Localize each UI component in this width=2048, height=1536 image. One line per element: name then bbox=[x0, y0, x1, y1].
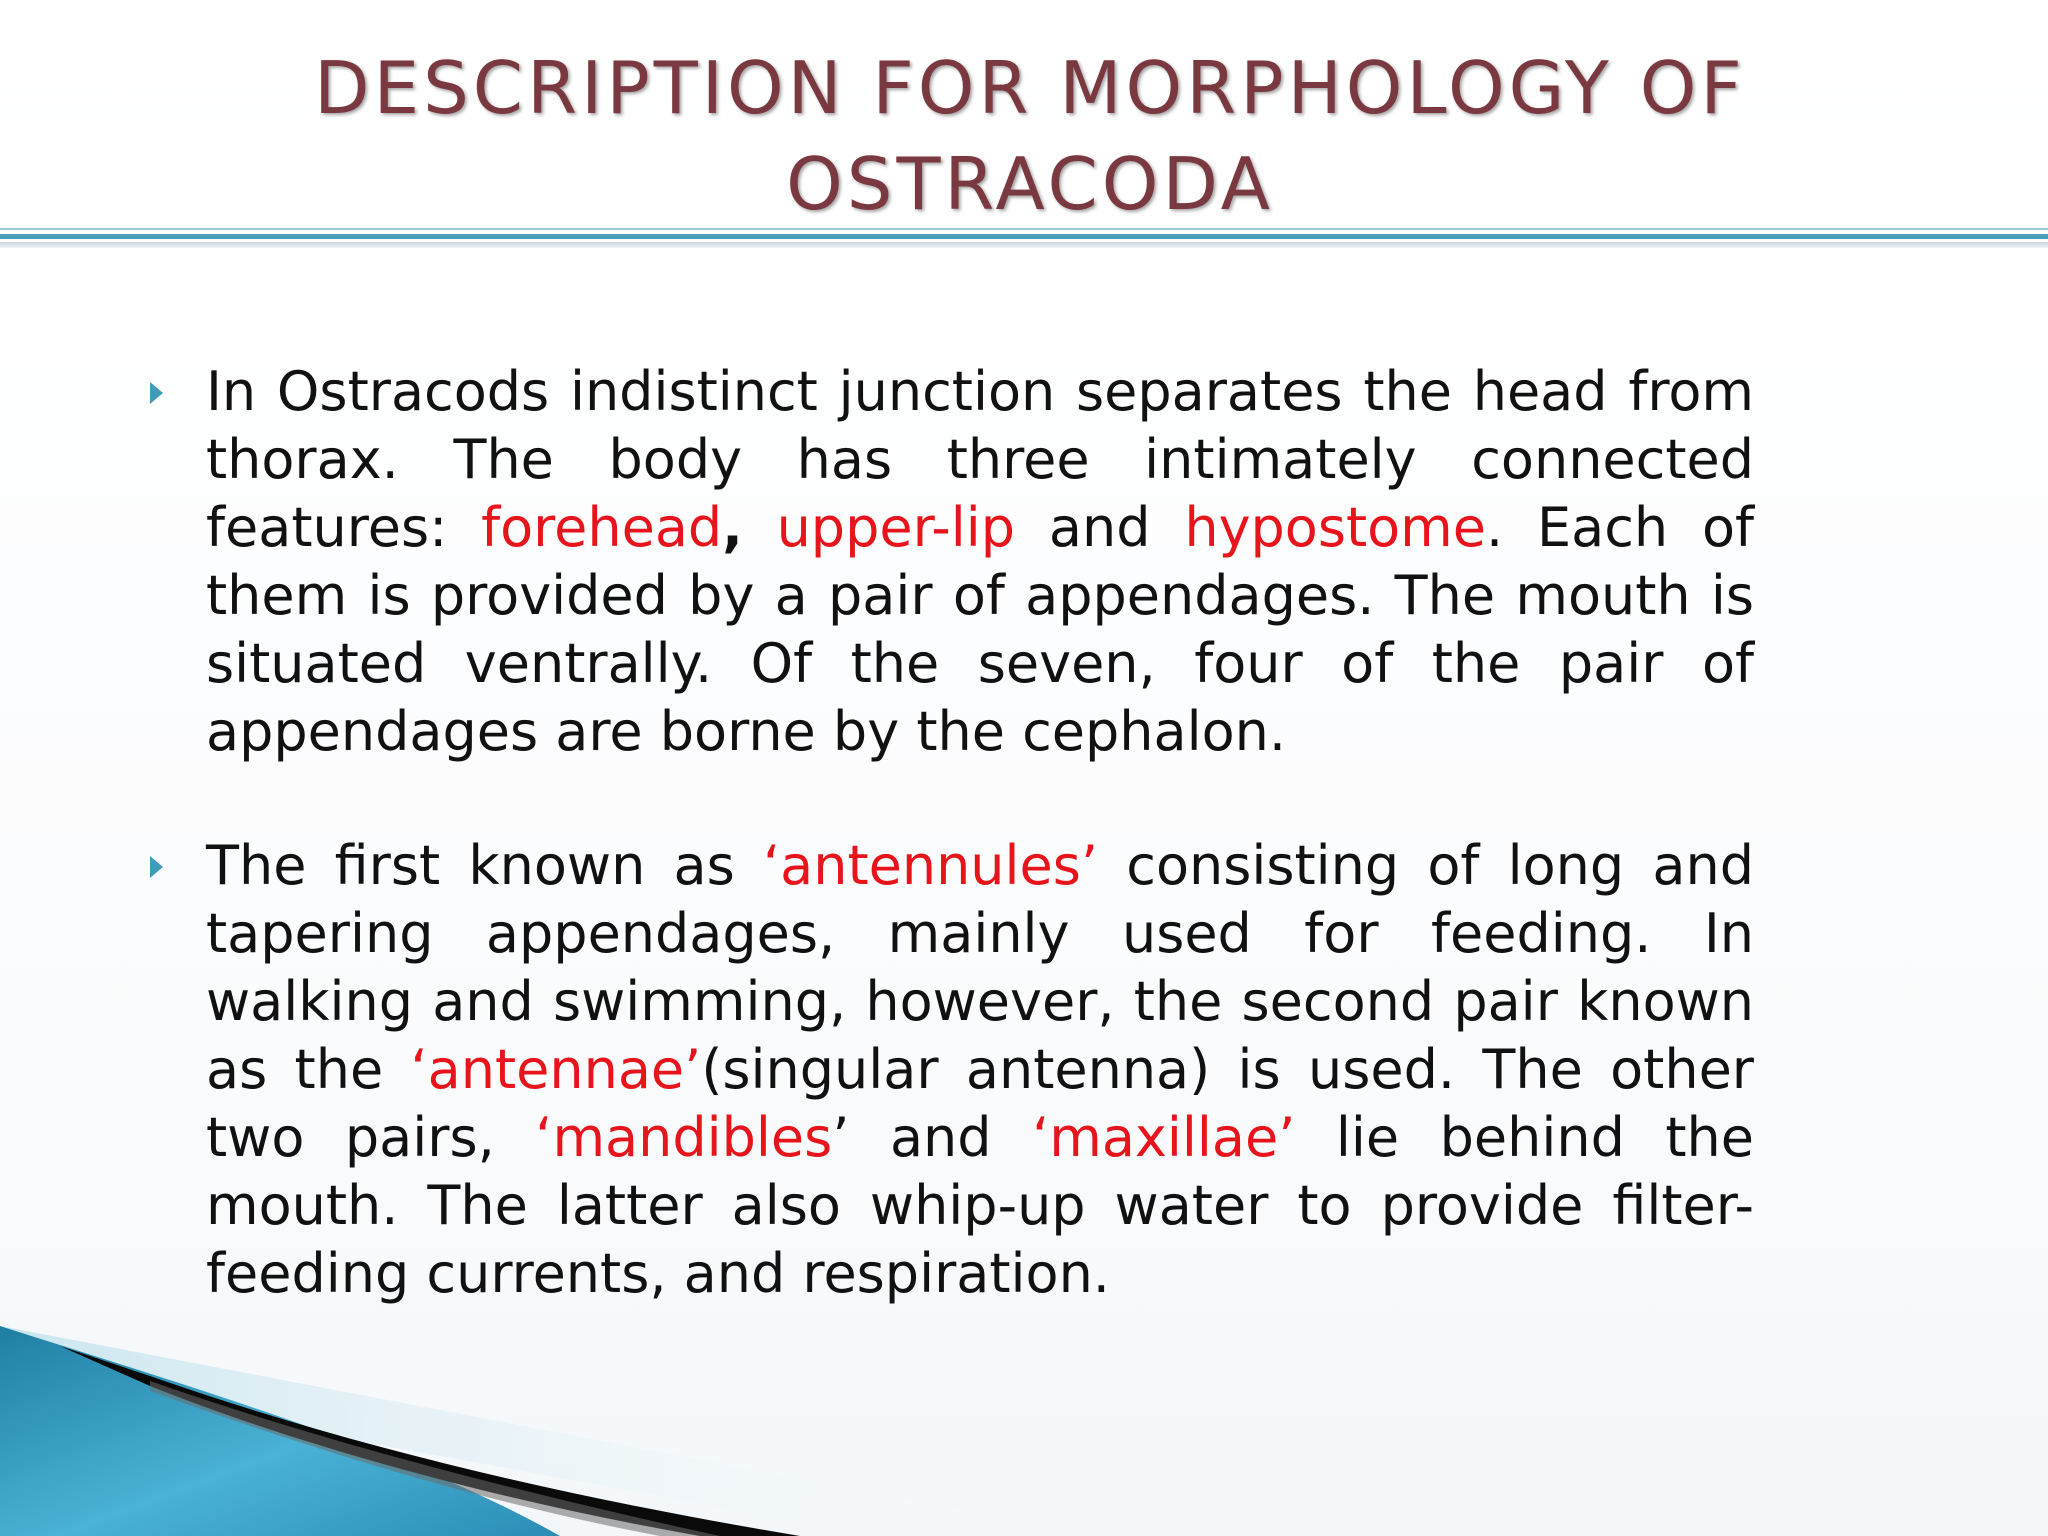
bullet-item-2 bbox=[140, 832, 1754, 1308]
highlight-maxillae: ‘maxillae’ bbox=[1032, 1106, 1296, 1169]
corner-swoosh-decoration bbox=[0, 1286, 1100, 1536]
highlight-antennae: ‘antennae’ bbox=[410, 1038, 702, 1101]
highlight-mandibles: ‘mandibles bbox=[535, 1106, 833, 1169]
bullet-2-text-1: The first known as bbox=[206, 834, 763, 897]
bullet-2-text-2: consisting of long and tapering appendages, mainly used for feeding. In walking and swimming, however, the second pair known as the bbox=[206, 834, 1754, 1101]
bullet-2-text-4: ’ and bbox=[832, 1106, 1033, 1169]
bullet-triangle-icon bbox=[150, 382, 163, 404]
title-divider-thin bbox=[0, 228, 2048, 230]
bullet-2-text-5: lie behind the mouth. The latter also whip-up water to provide filter-feeding currents, and respiration. bbox=[206, 1106, 1755, 1305]
highlight-forehead: forehead bbox=[481, 496, 723, 559]
highlight-hypostome: hypostome bbox=[1184, 496, 1487, 559]
bullet-triangle-icon bbox=[150, 856, 163, 878]
bullet-1-text-2 bbox=[743, 496, 777, 559]
bullet-item-1 bbox=[140, 358, 1754, 766]
title-divider-shadow bbox=[0, 242, 2048, 248]
title-line-2: OSTRACODA bbox=[786, 142, 1274, 226]
bullet-list bbox=[140, 358, 1754, 1308]
bullet-1-text-3: and bbox=[1015, 496, 1185, 559]
bullet-2-text-3: (singular antenna) is used. The other two pairs, bbox=[206, 1038, 1754, 1169]
title-line-1: DESCRIPTION FOR MORPHOLOGY OF bbox=[314, 46, 1746, 130]
bullet-1-text-1: In Ostracods indistinct junction separates the head from thorax. The body has three intimately connected features: bbox=[206, 360, 1754, 559]
bullet-1-comma: , bbox=[722, 496, 743, 559]
highlight-antennules: ‘antennules’ bbox=[762, 834, 1099, 897]
title-divider bbox=[0, 234, 2048, 239]
slide-title bbox=[240, 40, 1820, 232]
bullet-1-text-4: . Each of them is provided by a pair of appendages. The mouth is situated ventrally. Of the seven, four of the pair of appendages are borne by the cephalon. bbox=[206, 496, 1754, 763]
highlight-upper-lip: upper-lip bbox=[776, 496, 1016, 559]
